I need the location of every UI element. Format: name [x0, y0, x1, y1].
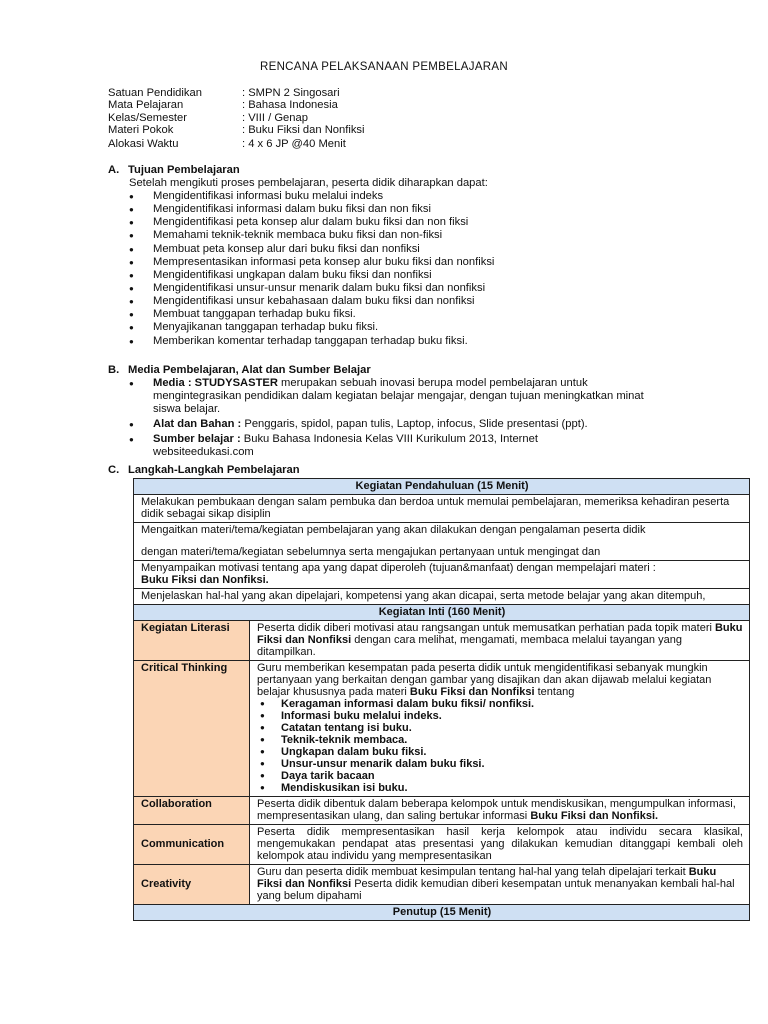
list-item: ● Memberikan komentar terhadap tanggapan terhadap buku fiksi. [129, 335, 494, 348]
cell-text: tentang [534, 686, 575, 698]
objectives-list [129, 190, 494, 348]
section-title: Tujuan Pembelajaran [128, 164, 240, 176]
cell-text: Guru memberikan kesempatan pada peserta didik untuk mengidentifikasi sebanyak mungkin pertanyaan yang berkaitan dengan gambar yang disajikan dan akan dijawab melalui kegiatan belajar khususnya pada materi [257, 662, 712, 698]
identity-row [108, 138, 508, 151]
list-item: ● Teknik-teknik membaca. [257, 734, 743, 746]
alat-label: Alat dan Bahan : [153, 418, 242, 430]
topics-list [257, 698, 743, 794]
section-c-heading [108, 464, 300, 477]
list-item: ● Daya tarik bacaan [257, 770, 743, 782]
row-label: Creativity [134, 865, 250, 905]
identity-key: Satuan Pendidikan [108, 87, 202, 99]
sumber-label: Sumber belajar : [153, 433, 241, 445]
row-label: Critical Thinking [134, 661, 250, 797]
row-text-bold: Buku Fiksi dan Nonfiksi. [141, 574, 269, 586]
media-list [129, 377, 659, 461]
media-label: Media : STUDYSASTER [153, 377, 278, 389]
steps-table [133, 478, 750, 921]
row-label: Kegiatan Literasi [134, 621, 250, 661]
identity-value: : VIII / Genap [242, 112, 308, 124]
list-item: ● Mengidentifikasi unsur kebahasaan dalam buku fiksi dan nonfiksi [129, 295, 494, 308]
table-cell [250, 621, 750, 661]
table-cell [250, 865, 750, 905]
list-item [129, 418, 659, 431]
table-row [134, 523, 750, 561]
section-letter: C. [108, 464, 120, 476]
table-cell: Peserta didik mempresentasikan hasil kerja kelompok atau individu secara klasikal, mengemukakan pendapat atas presentasi yang dilakukan kemudian ditanggapi kembali oleh kelompok atau individu yang mempresentasikan [250, 825, 750, 865]
section-title: Media Pembelajaran, Alat dan Sumber Belajar [128, 364, 371, 376]
inti-header: Kegiatan Inti (160 Menit) [134, 605, 750, 621]
section-title: Langkah-Langkah Pembelajaran [128, 464, 300, 476]
list-item: ● Keragaman informasi dalam buku fiksi/ nonfiksi. [257, 698, 743, 710]
section-b-heading [108, 364, 371, 377]
penutup-header: Penutup (15 Menit) [134, 905, 750, 921]
row-text: Mengaitkan materi/tema/kegiatan pembelajaran yang akan dilakukan dengan pengalaman peserta didik [141, 524, 646, 536]
alat-text: Penggaris, spidol, papan tulis, Laptop, infocus, Slide presentasi (ppt). [241, 418, 588, 430]
cell-text-bold: Buku Fiksi dan Nonfiksi. [530, 810, 659, 822]
identity-row [108, 124, 508, 137]
row-text: Menyampaikan motivasi tentang apa yang dapat diperoleh (tujuan&manfaat) dengan mempelajari materi : [141, 562, 656, 574]
section-a-intro: Setelah mengikuti proses pembelajaran, peserta didik diharapkan dapat: [129, 177, 488, 189]
cell-text-bold: Buku Fiksi dan Nonfiksi [257, 866, 717, 890]
list-item: ● Catatan tentang isi buku. [257, 722, 743, 734]
list-item: ● Menyajikanan tanggapan terhadap buku fiksi. [129, 321, 494, 334]
table-row [134, 561, 750, 589]
table-row: Melakukan pembukaan dengan salam pembuka dan berdoa untuk memulai pembelajaran, memeriksa kehadiran peserta didik sebagai sikap disiplin [134, 495, 750, 523]
identity-key: Kelas/Semester [108, 112, 187, 124]
section-a-heading [108, 164, 240, 177]
identity-value: : SMPN 2 Singosari [242, 87, 340, 99]
list-item: ● Memahami teknik-teknik membaca buku fiksi dan non-fiksi [129, 229, 494, 242]
section-letter: B. [108, 364, 120, 376]
media-text: merupakan sebuah inovasi berupa model pembelajaran untuk mengintegrasikan pendidikan dalam kegiatan belajar mengajar, dengan tujuan meningkatkan minat siswa belajar. [153, 377, 644, 415]
cell-text: Guru dan peserta didik membuat kesimpulan tentang hal-hal yang telah dipelajari terkait [257, 866, 689, 878]
row-label: Collaboration [134, 797, 250, 825]
list-item: ● Informasi buku melalui indeks. [257, 710, 743, 722]
list-item: ● Membuat peta konsep alur dari buku fiksi dan nonfiksi [129, 243, 494, 256]
identity-value: : Bahasa Indonesia [242, 99, 338, 111]
table-cell [250, 661, 750, 797]
list-item: ● Mengidentifikasi informasi buku melalui indeks [129, 190, 494, 203]
list-item: ● Mempresentasikan informasi peta konsep alur buku fiksi dan nonfiksi [129, 256, 494, 269]
cell-text-bold: Buku Fiksi dan Nonfiksi [257, 622, 743, 646]
table-row: Menjelaskan hal-hal yang akan dipelajari, kompetensi yang akan dicapai, serta metode belajar yang akan ditempuh, [134, 589, 750, 605]
pendahuluan-header: Kegiatan Pendahuluan (15 Menit) [134, 479, 750, 495]
cell-text-bold: Buku Fiksi dan Nonfiksi [409, 686, 535, 698]
list-item: ● Mengidentifikasi ungkapan dalam buku fiksi dan nonfiksi [129, 269, 494, 282]
cell-text: dengan cara melihat, mengamati, membaca melalui tayangan yang ditampilkan. [257, 634, 682, 658]
list-item: ● Mengidentifikasi informasi dalam buku fiksi dan non fiksi [129, 203, 494, 216]
identity-key: Materi Pokok [108, 124, 174, 136]
list-item [129, 377, 659, 416]
list-item: ● Ungkapan dalam buku fiksi. [257, 746, 743, 758]
list-item [129, 433, 593, 459]
section-letter: A. [108, 164, 120, 176]
identity-value: : Buku Fiksi dan Nonfiksi [242, 124, 365, 136]
cell-text: Peserta didik dibentuk dalam beberapa kelompok untuk mendiskusikan, mengumpulkan informasi, mempresentasikan ulang, dan saling bertukar informasi [257, 798, 736, 822]
identity-key: Alokasi Waktu [108, 138, 179, 150]
list-item: ● Unsur-unsur menarik dalam buku fiksi. [257, 758, 743, 770]
row-text: dengan materi/tema/kegiatan sebelumnya serta mengajukan pertanyaan untuk mengingat dan [141, 546, 601, 558]
page-title: RENCANA PELAKSANAAN PEMBELAJARAN [260, 61, 508, 73]
row-label: Communication [134, 825, 250, 865]
identity-value: : 4 x 6 JP @40 Menit [242, 138, 346, 150]
cell-text: Peserta didik kemudian diberi kesempatan untuk menanyakan kembali hal-hal yang belum dipahami [257, 878, 735, 902]
identity-row [108, 99, 508, 112]
list-item: ● Mengidentifikasi unsur-unsur menarik dalam buku fiksi dan nonfiksi [129, 282, 494, 295]
list-item: ● Membuat tanggapan terhadap buku fiksi. [129, 308, 494, 321]
sumber-text: Buku Bahasa Indonesia Kelas VIII Kurikulum 2013, Internet websiteedukasi.com [153, 433, 538, 458]
list-item: ● Mendiskusikan isi buku. [257, 782, 743, 794]
identity-key: Mata Pelajaran [108, 99, 184, 111]
table-cell [250, 797, 750, 825]
cell-text: Peserta didik diberi motivasi atau rangsangan untuk memusatkan perhatian pada topik materi [257, 622, 715, 634]
list-item: ● Mengidentifikasi peta konsep alur dalam buku fiksi dan non fiksi [129, 216, 494, 229]
